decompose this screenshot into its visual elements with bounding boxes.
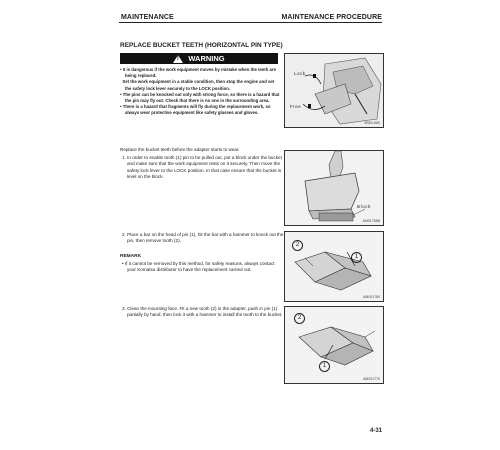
warning-item: • The pins can be knocked out only with strong force, so there is a hazard that the pin may fly out. Check that there is no one in the surrounding area. <box>120 91 280 104</box>
lock-label: Lock <box>294 71 306 76</box>
figure-lock-lever <box>284 53 384 128</box>
figure-code: AM001780 <box>363 295 380 299</box>
warning-triangle-icon <box>173 55 183 63</box>
callout-2: 2 <box>292 240 303 251</box>
figure-code: AM001770 <box>363 377 380 381</box>
lock-lever-illustration <box>285 54 383 127</box>
figure-bucket-block <box>284 150 384 226</box>
section-title: REPLACE BUCKET TEETH (HORIZONTAL PIN TYPE) <box>120 42 283 49</box>
callout-1: 1 <box>351 252 362 263</box>
figure-code: 9BE0-880 <box>364 121 380 125</box>
warning-list <box>120 67 280 117</box>
figure-remove-tooth <box>284 231 384 302</box>
callout-2: 2 <box>294 313 305 324</box>
warning-item: • There is a hazard that fragments will fly during the replacement work, so always wear protective equipment like safety glasses and gloves. <box>120 104 271 116</box>
step-3: 3. Clean the mounting face. Fit a new tooth (2) in the adapter, push in pin (1) partially by hand, then lock it with a hammer to install the tooth to the bucket. <box>122 306 283 318</box>
intro-paragraph: Replace the bucket teeth before the adapter starts to wear. <box>120 147 240 152</box>
header-section-title: MAINTENANCE <box>121 14 174 21</box>
figure-install-tooth <box>284 306 384 384</box>
callout-1: 1 <box>319 361 330 372</box>
warning-banner <box>120 53 278 64</box>
warning-item: • It is dangerous if the work equipment moves by mistake when the teeth are being replaced. <box>120 67 276 79</box>
page-number: 4-31 <box>369 428 382 434</box>
step-1: 1. In order to enable tooth (1) pin to be pulled out, put a block under the bucket and make sure that the work equipment rests on it securely. Then move the safety lock lever to the LOCK position. In that case ensure that the bucket is level on the block. <box>122 155 282 179</box>
warning-item: Set the work equipment in a stable condition, then stop the engine and set the safety lock lever securely to the LOCK position. <box>122 79 275 91</box>
remark-text: • If it cannot be removed by this method, for safety reasons, always contact your Komatsu distributor to have the replacement carried out. <box>122 261 275 273</box>
header-rule <box>119 22 382 23</box>
block-label: Block <box>357 204 372 209</box>
warning-label: WARNING <box>188 54 225 63</box>
figure-code: AM01755B <box>362 219 380 223</box>
free-label: Free <box>290 104 302 109</box>
intro-text <box>120 147 280 153</box>
step-2: 2. Place a bar on the head of pin (1), hit the bar with a hammer to knock out the pin, then remove tooth (2). <box>122 232 284 244</box>
header-chapter-title: MAINTENANCE PROCEDURE <box>281 14 382 21</box>
bucket-block-illustration <box>285 151 383 225</box>
remark-title: REMARK <box>120 254 142 259</box>
